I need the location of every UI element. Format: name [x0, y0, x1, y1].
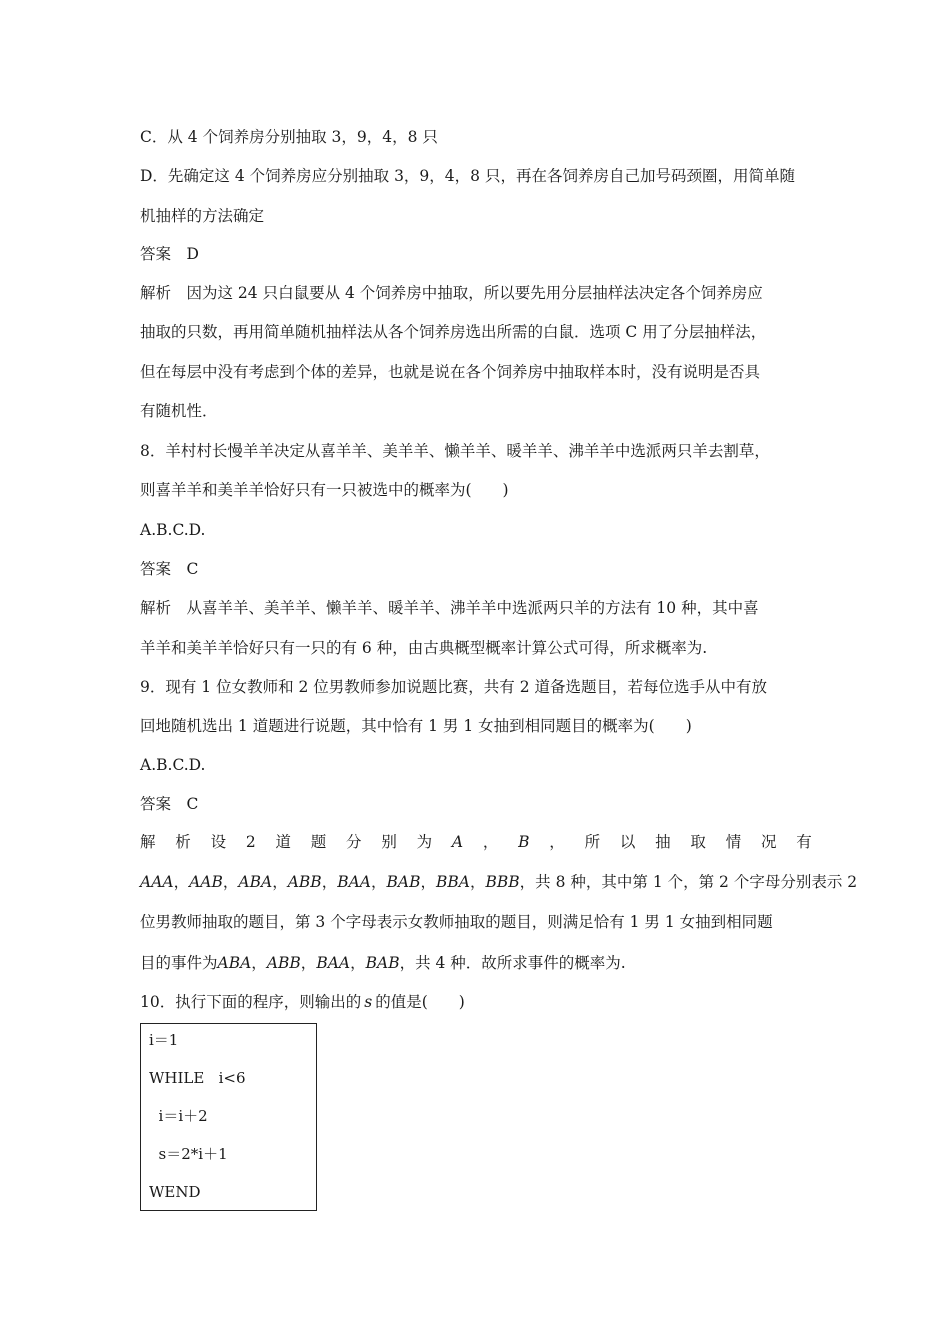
analysis-token: 别 [381, 833, 397, 851]
separator: ， [321, 873, 338, 891]
analysis-line-1: 解析 因为这 24 只白鼠要从 4 个饲养房中抽取，所以要先用分层抽样法决定各个饲养房应 [140, 284, 763, 302]
outcome-item: BBB [485, 873, 520, 891]
output-variable: s [364, 993, 373, 1011]
outcome-item: AAA [140, 873, 174, 891]
analysis-token: A [451, 833, 464, 851]
analysis-token: 2 [245, 833, 256, 851]
question-10-pre: 10．执行下面的程序，则输出的 [140, 993, 362, 1011]
option-d-line-1: D．先确定这 4 个饲养房应分别抽取 3，9，4，8 只，再在各饲养房自己加号码颈圈，用简单随 [140, 167, 795, 185]
analysis-token: 设 [210, 833, 227, 851]
separator: ， [222, 873, 239, 891]
analysis-token: 所 [584, 833, 601, 851]
outcome-tail: ，共 8 种，其中第 1 个，第 2 个字母分别表示 2 [519, 873, 858, 891]
analysis-line-1: 解析 从喜羊羊、美羊羊、懒羊羊、暖羊羊、沸羊羊中选派两只羊的方法有 10 种，其中喜 [140, 599, 759, 617]
events-prefix: 目的事件为 [140, 954, 218, 972]
analysis-token: 题 [310, 833, 327, 851]
question-8-line-2: 则喜羊羊和美羊羊恰好只有一只被选中的概率为( ) [140, 481, 509, 499]
question-10-post: 的值是( ) [375, 993, 465, 1011]
outcome-item: BAB [365, 954, 400, 972]
analysis-line-4: 有随机性． [140, 402, 218, 420]
analysis-line-2: 抽取的只数，再用简单随机抽样法从各个饲养房选出所需的白鼠．选项 C 用了分层抽样法， [140, 323, 767, 341]
answer-label: 答案 D [140, 245, 199, 263]
answer-label: 答案 C [140, 795, 199, 813]
outcome-item: BAB [386, 873, 421, 891]
outcome-item: BAA [316, 954, 351, 972]
analysis-token: 为 [416, 833, 433, 851]
outcome-list [140, 873, 520, 891]
separator: ， [251, 954, 267, 972]
outcome-item: AAB [189, 873, 223, 891]
analysis-token: ， [482, 833, 499, 851]
answer-label: 答案 C [140, 560, 199, 578]
outcome-item: ABB [266, 954, 301, 972]
program-box [140, 1023, 317, 1211]
analysis-token: B [518, 833, 530, 851]
outcome-item: BAA [337, 873, 371, 891]
outcome-item: BBA [436, 873, 470, 891]
analysis-token: ， [549, 833, 565, 851]
question-9-line-1: 9．现有 1 位女教师和 2 位男教师参加说题比赛，共有 2 道备选题目，若每位选手从中有放 [140, 678, 768, 696]
outcome-item: ABA [217, 954, 252, 972]
analysis-line-3: 位男教师抽取的题目，第 3 个字母表示女教师抽取的题目，则满足恰有 1 男 1 女抽到相同题 [140, 913, 773, 931]
analysis-token: 取 [690, 833, 706, 851]
program-line: WHILE i<6 [149, 1069, 246, 1087]
program-line: i＝1 [149, 1031, 179, 1049]
analysis-token: 有 [796, 833, 812, 851]
separator: ， [469, 873, 486, 891]
question-10 [140, 992, 465, 1012]
event-list [218, 954, 400, 972]
events-tail: ，共 4 种．故所求事件的概率为. [399, 954, 626, 972]
outcome-item: ABA [238, 873, 273, 891]
program-line: i＝i＋2 [149, 1107, 208, 1125]
separator: ， [350, 954, 366, 972]
analysis-line-2 [140, 872, 857, 892]
analysis-token: 情 [725, 833, 742, 851]
analysis-token: 分 [346, 833, 362, 851]
analysis-token: 况 [760, 833, 777, 851]
question-9-options: A.B.C.D. [140, 756, 206, 774]
analysis-token: 解 [140, 833, 156, 851]
program-line: s＝2*i＋1 [149, 1145, 228, 1163]
analysis-line-3: 但在每层中没有考虑到个体的差异，也就是说在各个饲养房中抽取样本时，没有说明是否具 [140, 363, 761, 381]
separator: ， [300, 954, 317, 972]
analysis-token: 道 [275, 833, 291, 851]
question-8-options: A.B.C.D. [140, 521, 206, 539]
analysis-token: 以 [619, 833, 636, 851]
option-c: C．从 4 个饲养房分别抽取 3，9，4，8 只 [140, 128, 438, 146]
option-d-line-2: 机抽样的方法确定 [140, 207, 265, 225]
outcome-item: ABB [287, 873, 322, 891]
separator: ， [420, 873, 436, 891]
analysis-token: 抽 [655, 833, 671, 851]
separator: ， [272, 873, 288, 891]
analysis-line-2: 羊羊和美羊羊恰好只有一只的有 6 种，由古典概型概率计算公式可得，所求概率为. [140, 639, 708, 657]
analysis-line-4 [140, 953, 626, 973]
program-line: WEND [149, 1183, 201, 1201]
separator: ， [370, 873, 387, 891]
question-8-line-1: 8．羊村村长慢羊羊决定从喜羊羊、美羊羊、懒羊羊、暖羊羊、沸羊羊中选派两只羊去割草， [140, 442, 770, 460]
question-9-line-2: 回地随机选出 1 道题进行说题，其中恰有 1 男 1 女抽到相同题目的概率为( ) [140, 717, 692, 735]
separator: ， [173, 873, 190, 891]
analysis-token: 析 [175, 833, 191, 851]
analysis-line-1 [140, 832, 812, 852]
